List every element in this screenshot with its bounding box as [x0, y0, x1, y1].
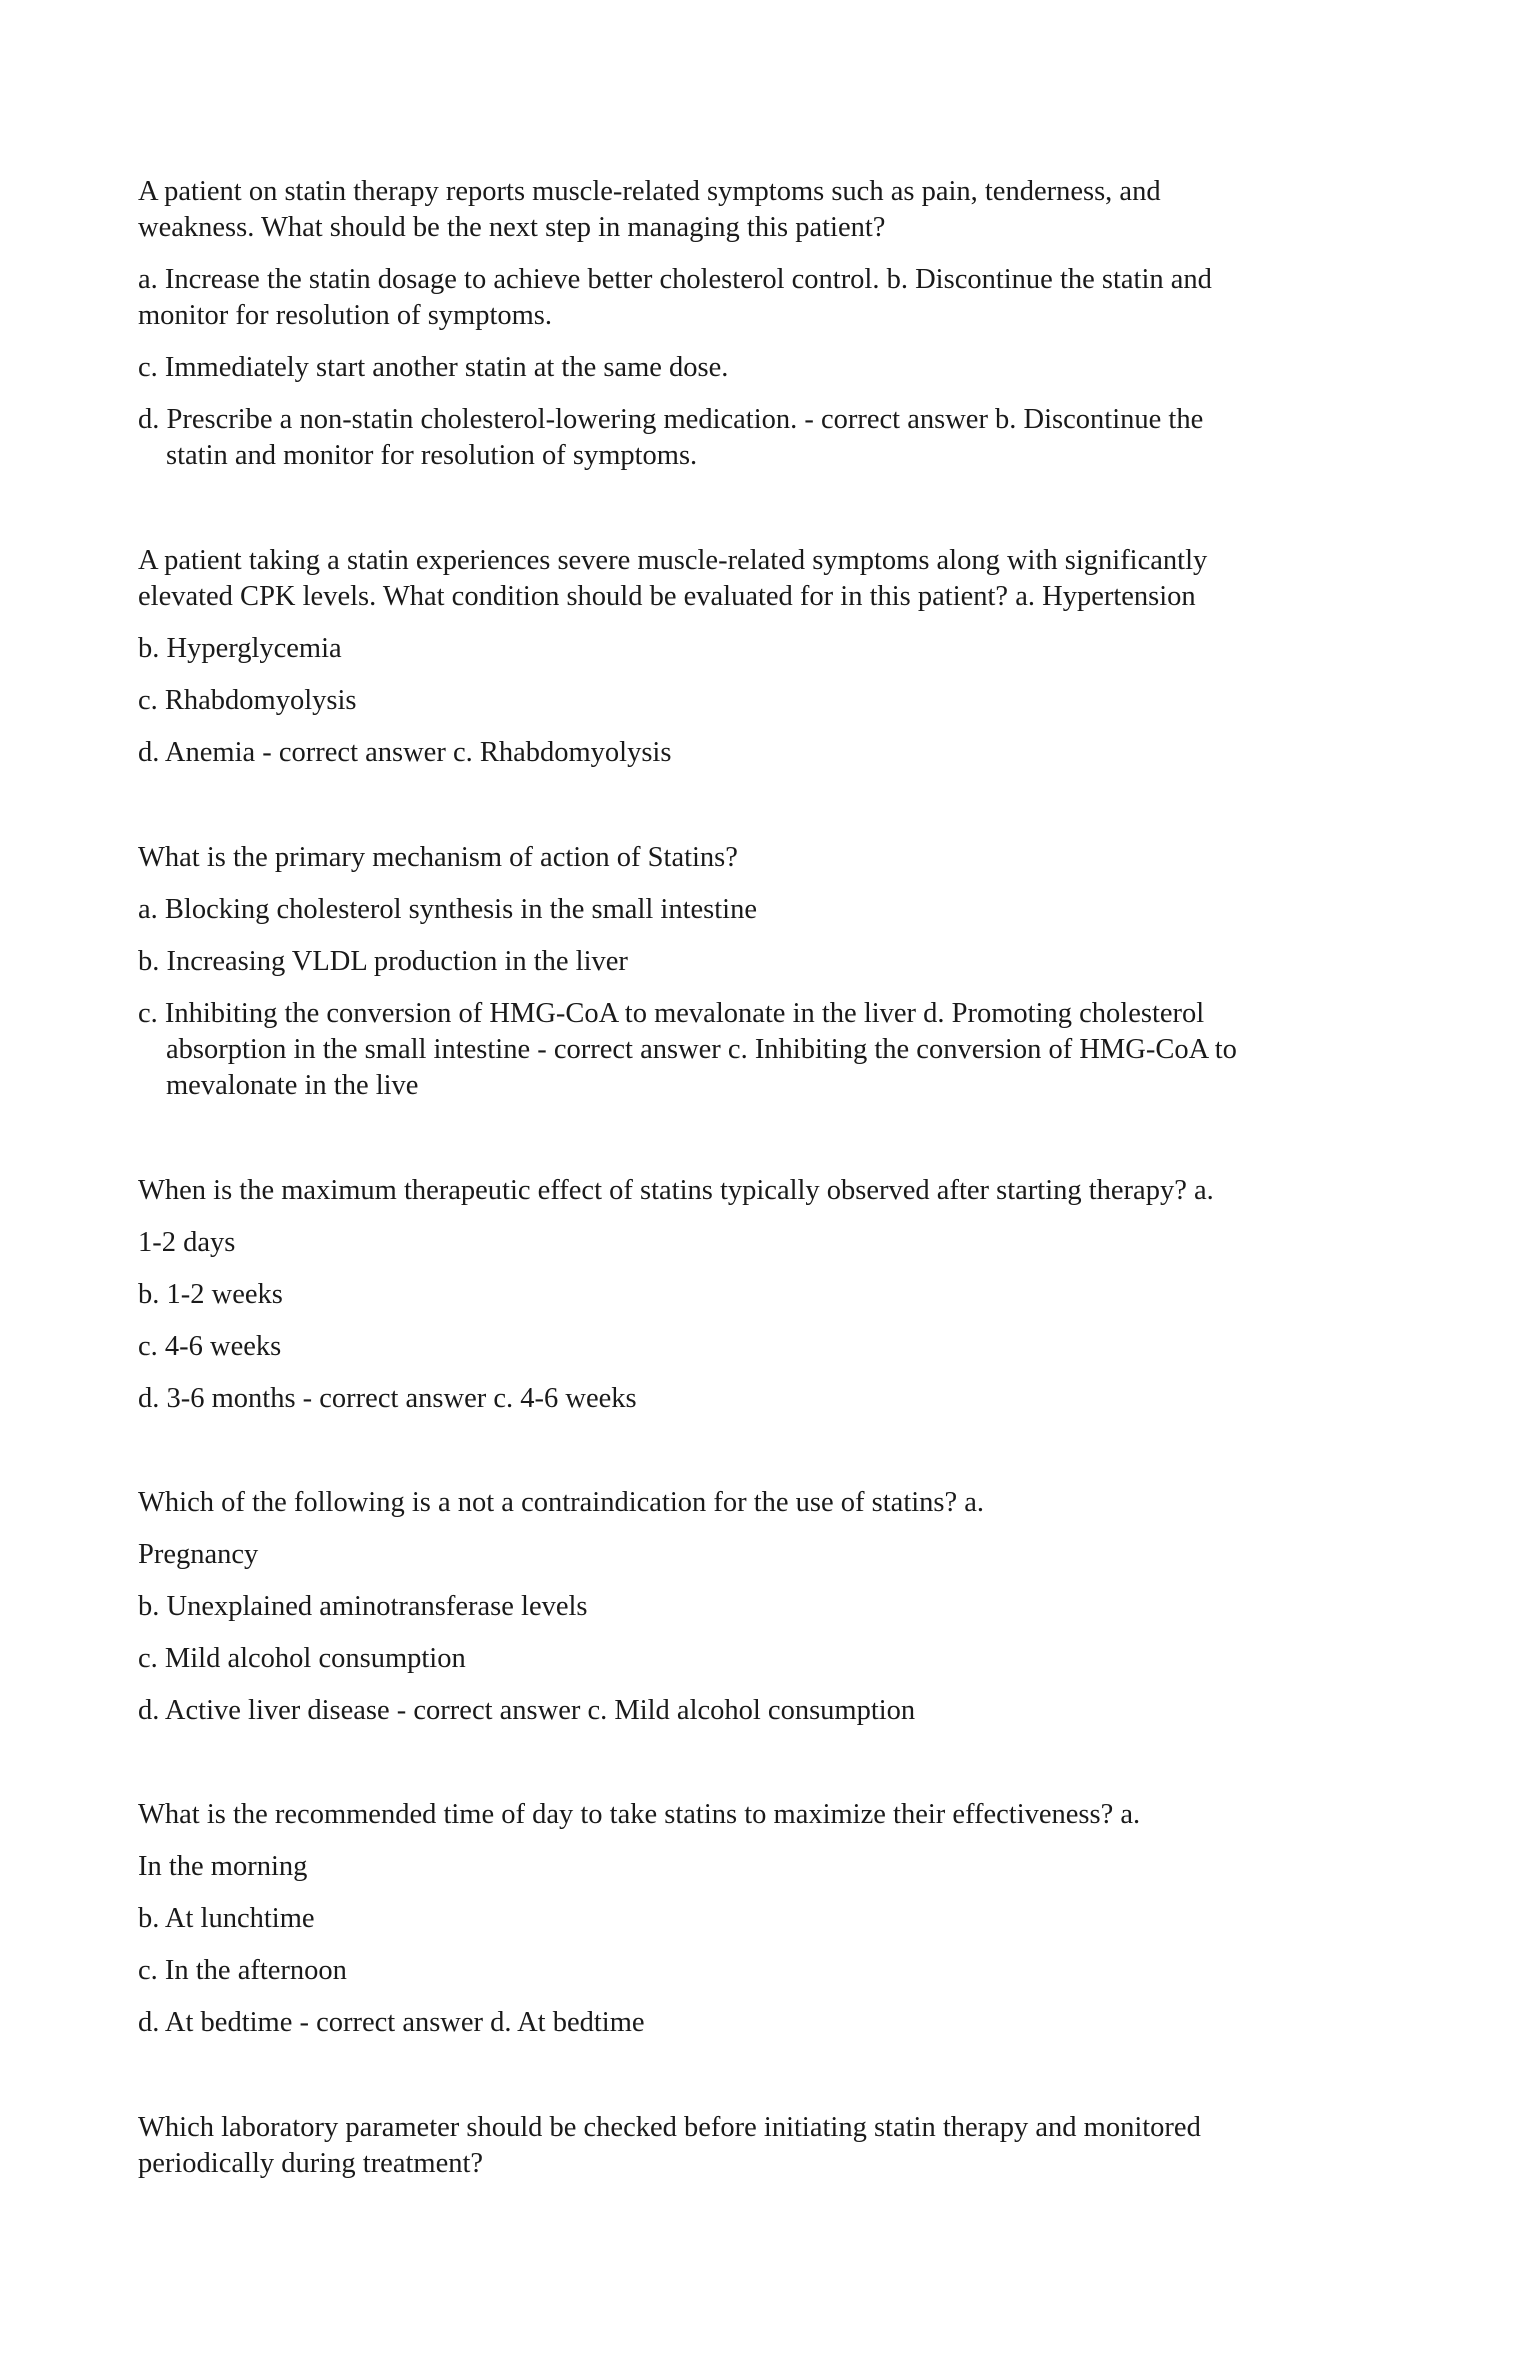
q6-option-d-answer: d. At bedtime - correct answer d. At bedtime	[138, 2007, 645, 2038]
q3-answer-line-3: mevalonate in the live	[166, 1070, 419, 1101]
q5-option-d-answer: d. Active liver disease - correct answer c. Mild alcohol consumption	[138, 1695, 916, 1726]
q6-option-c: c. In the afternoon	[138, 1955, 347, 1986]
q4-option-b: b. 1-2 weeks	[138, 1279, 283, 1310]
q1-option-a-line-2: monitor for resolution of symptoms.	[138, 300, 553, 331]
q5-option-a: Pregnancy	[138, 1539, 259, 1570]
q2-option-d-answer: d. Anemia - correct answer c. Rhabdomyolysis	[138, 737, 672, 768]
q3-option-b: b. Increasing VLDL production in the liver	[138, 946, 628, 977]
q6-question: What is the recommended time of day to take statins to maximize their effectiveness? a.	[138, 1799, 1141, 1830]
q1-option-c: c. Immediately start another statin at the same dose.	[138, 352, 729, 383]
q2-option-c: c. Rhabdomyolysis	[138, 685, 357, 716]
q3-question: What is the primary mechanism of action of Statins?	[138, 842, 738, 873]
q5-option-c: c. Mild alcohol consumption	[138, 1643, 466, 1674]
q7-question-line-2: periodically during treatment?	[138, 2148, 484, 2179]
q4-option-d-answer: d. 3-6 months - correct answer c. 4-6 weeks	[138, 1383, 637, 1414]
q2-question-line-2: elevated CPK levels. What condition should be evaluated for in this patient? a. Hypertension	[138, 581, 1196, 612]
q6-option-a: In the morning	[138, 1851, 308, 1882]
q1-answer-continuation: statin and monitor for resolution of symptoms.	[166, 440, 698, 471]
q2-question-line-1: A patient taking a statin experiences severe muscle-related symptoms along with significantly	[138, 545, 1208, 576]
q3-option-c-line-1: c. Inhibiting the conversion of HMG-CoA to mevalonate in the liver d. Promoting cholesterol	[138, 998, 1205, 1029]
q5-option-b: b. Unexplained aminotransferase levels	[138, 1591, 588, 1622]
q3-answer-line-2: absorption in the small intestine - correct answer c. Inhibiting the conversion of HMG-CoA to	[166, 1034, 1237, 1065]
q1-option-d-answer: d. Prescribe a non-statin cholesterol-lowering medication. - correct answer b. Discontinue the	[138, 404, 1204, 435]
q1-question-line-1: A patient on statin therapy reports muscle-related symptoms such as pain, tenderness, and	[138, 176, 1161, 207]
q4-question: When is the maximum therapeutic effect of statins typically observed after starting therapy? a.	[138, 1175, 1214, 1206]
q7-question-line-1: Which laboratory parameter should be checked before initiating statin therapy and monitored	[138, 2112, 1201, 2143]
q1-option-a-line-1: a. Increase the statin dosage to achieve better cholesterol control. b. Discontinue the statin and	[138, 264, 1212, 295]
q5-question: Which of the following is a not a contraindication for the use of statins? a.	[138, 1487, 985, 1518]
q3-option-a: a. Blocking cholesterol synthesis in the small intestine	[138, 894, 757, 925]
q4-option-c: c. 4-6 weeks	[138, 1331, 282, 1362]
q6-option-b: b. At lunchtime	[138, 1903, 315, 1934]
q1-question-line-2: weakness. What should be the next step in managing this patient?	[138, 212, 886, 243]
q2-option-b: b. Hyperglycemia	[138, 633, 342, 664]
q4-option-a: 1-2 days	[138, 1227, 236, 1258]
